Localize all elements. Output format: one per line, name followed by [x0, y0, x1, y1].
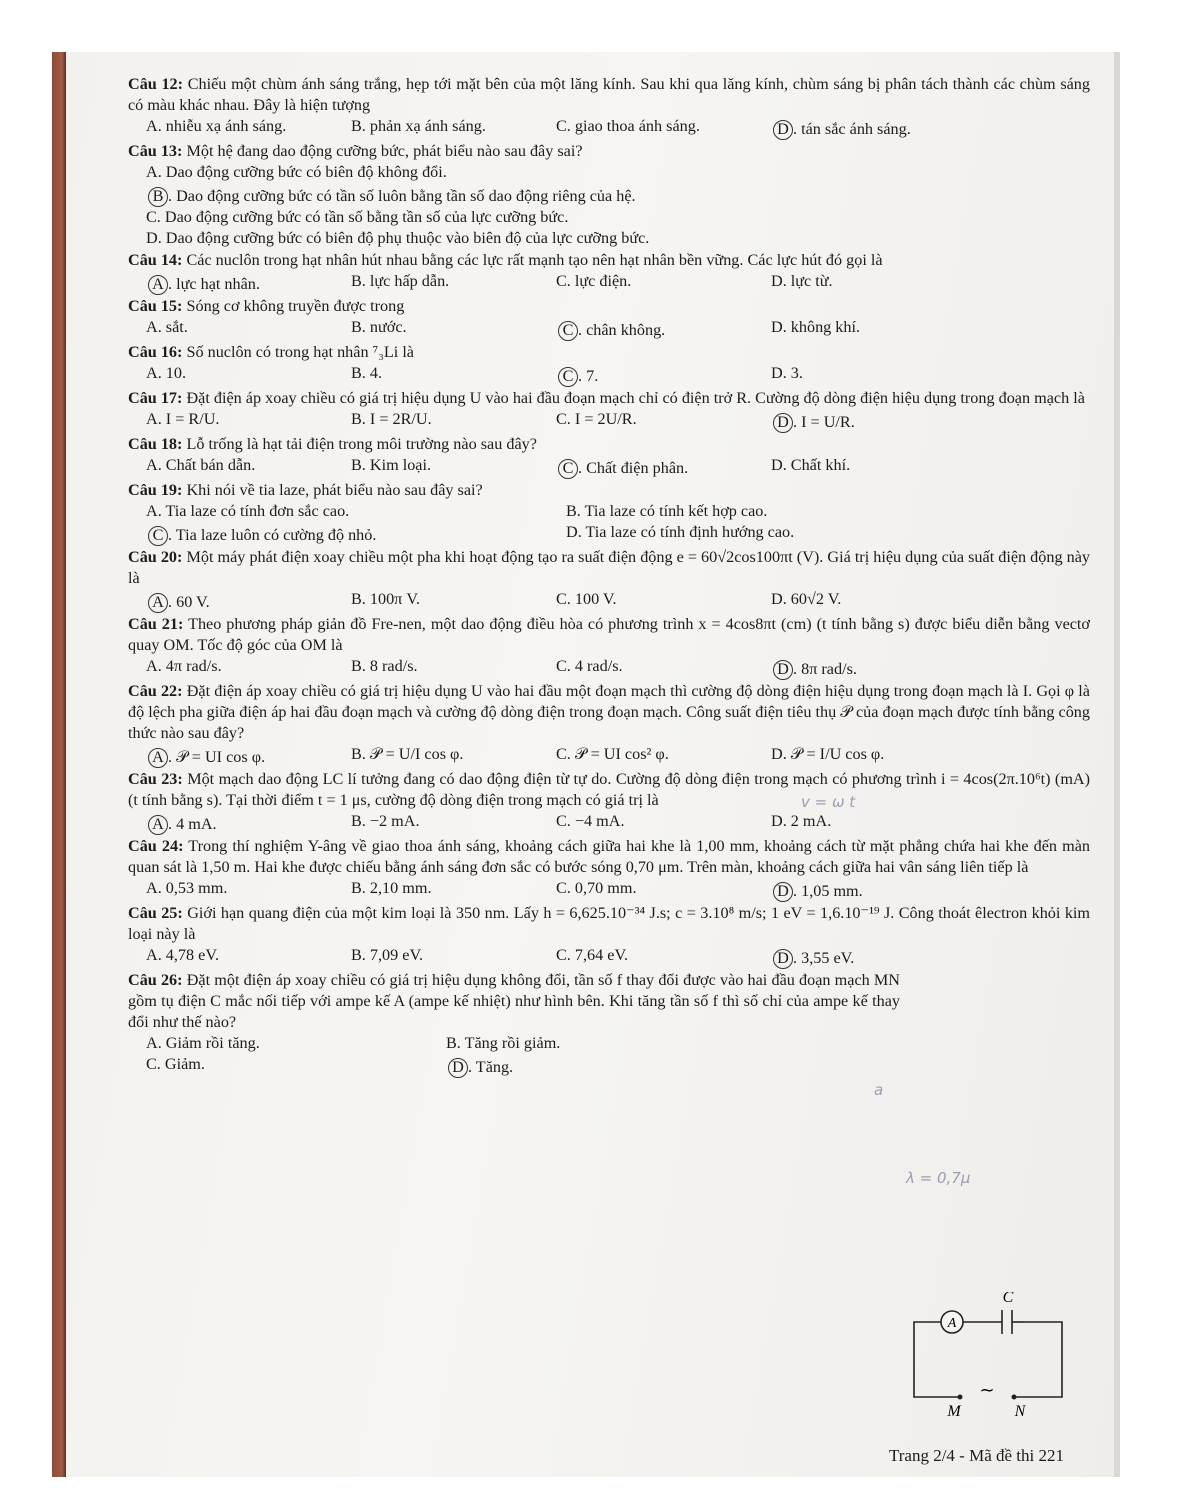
question-block	[128, 836, 1090, 902]
question-stem	[128, 74, 1090, 116]
answer-option-text: B. lực hấp dẫn.	[351, 272, 450, 290]
answer-options	[128, 455, 1090, 479]
answer-option-text: B. 8 rad/s.	[351, 657, 418, 675]
answer-option-text: C. 7,64 eV.	[556, 946, 629, 964]
exam-page	[66, 52, 1120, 1477]
page-edge	[1114, 52, 1120, 1477]
answer-option	[771, 317, 1090, 341]
answer-option-text: C. lực điện.	[556, 272, 632, 290]
question-text: Trong thí nghiệm Y-âng về giao thoa ánh sáng, khoảng cách giữa hai khe là 1,00 mm, khoảng cách từ mặt phẳng chứa hai khe đến màn quan sát là 1,50 m. Hai khe được chiếu bằng ánh sáng đơn sắc có bước sóng 0,70 μm. Trên màn, khoảng cách giữa hai vân sáng liên tiếp là	[128, 837, 1090, 876]
answer-option-text: A . 60 V.	[148, 593, 210, 611]
answer-option-text: D. 3.	[771, 364, 803, 382]
answer-option	[351, 116, 556, 140]
answer-option-text: B. 100π V.	[351, 590, 421, 608]
question-text: Một mạch dao động LC lí tưởng đang có dao động điện từ tự do. Cường độ dòng điện trong mạch có phương trình i = 4cos(2π.10⁶t) (mA) (t tính bằng s). Tại thời điểm t = 1 μs, cường độ dòng điện trong mạch có giá trị là	[128, 770, 1090, 809]
question-block	[128, 970, 1090, 1078]
answer-option-text: D. 2 mA.	[771, 812, 832, 830]
answer-option-text: C . chân không.	[558, 321, 665, 339]
answer-option	[556, 317, 771, 341]
capacitor-label: C	[1002, 1292, 1014, 1306]
question-block	[128, 614, 1090, 680]
question-stem	[128, 250, 1090, 271]
answer-option	[556, 271, 771, 295]
question-number: Câu 25:	[128, 904, 183, 922]
circled-letter: D	[773, 949, 793, 969]
answer-options	[128, 656, 1090, 680]
answer-option-text: A. sắt.	[146, 318, 188, 336]
question-stem	[128, 681, 1090, 744]
question-text: Theo phương pháp giản đồ Fre-nen, một dao động điều hòa có phương trình x = 4cos8πt (cm) (t tính bằng s) được biểu diễn bằng vectơ quay OM. Tốc độ góc của OM là	[128, 615, 1090, 654]
answer-option	[146, 455, 351, 479]
source-symbol: ~	[979, 1380, 995, 1401]
handwritten-note-2: λ = 0,7μ	[906, 1169, 971, 1187]
answer-option-text: C. 4 rad/s.	[556, 657, 623, 675]
circled-letter: C	[558, 459, 578, 479]
question-stem	[128, 480, 1090, 501]
answer-option-text: A . lực hạt nhân.	[148, 275, 260, 293]
answer-option	[351, 317, 556, 341]
question-block	[128, 903, 1090, 969]
question-number: Câu 14:	[128, 251, 183, 269]
answer-option	[556, 945, 771, 969]
answer-option	[351, 878, 556, 902]
question-stem	[128, 342, 1090, 363]
answer-options	[128, 317, 1090, 341]
answer-option-text: D. 𝒫 = I/U cos φ.	[771, 745, 885, 763]
question-stem	[128, 836, 1090, 878]
question-number: Câu 16:	[128, 343, 183, 361]
question-stem	[128, 769, 1090, 811]
handwritten-note-3: a	[874, 1081, 884, 1099]
answer-option-text: B. phản xạ ánh sáng.	[351, 117, 486, 135]
answer-options	[128, 363, 1090, 387]
question-text: Các nuclôn trong hạt nhân hút nhau bằng các lực rất mạnh tạo nên hạt nhân bền vững. Các lực hút đó gọi là	[186, 251, 883, 269]
answer-option	[556, 811, 771, 835]
answer-option-text: B. Kim loại.	[351, 456, 432, 474]
node-n-label: N	[1014, 1403, 1026, 1417]
answer-option-text: C . Chất điện phân.	[558, 459, 688, 477]
question-text: Lỗ trống là hạt tải điện trong môi trường nào sau đây?	[186, 435, 537, 453]
page-footer: Trang 2/4 - Mã đề thi 221	[888, 1446, 1064, 1465]
answer-option	[146, 1033, 446, 1054]
answer-option	[146, 271, 351, 295]
answer-options	[128, 501, 1090, 546]
answer-option	[771, 409, 1090, 433]
question-text: Một máy phát điện xoay chiều một pha khi hoạt động tạo ra suất điện động e = 60√2cos100πt (V). Giá trị hiệu dụng của suất điện động này là	[128, 548, 1090, 587]
answer-options	[128, 744, 1090, 768]
answer-option	[146, 522, 566, 546]
question-number: Câu 15:	[128, 297, 183, 315]
answer-option-text: A. 4,78 eV.	[146, 946, 219, 964]
question-block	[128, 74, 1090, 140]
answer-option-text: C. giao thoa ánh sáng.	[556, 117, 700, 135]
circled-letter: D	[773, 413, 793, 433]
answer-option	[771, 455, 1090, 479]
circuit-diagram	[902, 1292, 1072, 1417]
question-block	[128, 681, 1090, 768]
question-stem	[128, 970, 1090, 1033]
answer-option	[556, 656, 771, 680]
question-list	[128, 74, 1090, 1078]
question-block	[128, 250, 1090, 295]
circled-letter: C	[148, 526, 168, 546]
question-block	[128, 342, 1090, 387]
question-number: Câu 20:	[128, 548, 183, 566]
question-text: Một hệ đang dao động cưỡng bức, phát biểu nào sau đây sai?	[186, 142, 583, 160]
answer-option-text: C. 0,70 mm.	[556, 879, 637, 897]
answer-option-text: D . tán sắc ánh sáng.	[773, 120, 911, 138]
question-text: Đặt điện áp xoay chiều có giá trị hiệu dụng U vào hai đầu một đoạn mạch thì cường độ dòng điện hiệu dụng trong đoạn mạch là I. Gọi φ là độ lệch pha giữa điện áp hai đầu đoạn mạch và cường độ dòng điện trong đoạn mạch. Công suất điện tiêu thụ 𝒫 của đoạn mạch được tính bằng công thức nào sau đây?	[128, 682, 1090, 742]
answer-option-text: A. Chất bán dẫn.	[146, 456, 256, 474]
question-stem	[128, 388, 1090, 409]
question-number: Câu 18:	[128, 435, 183, 453]
answer-option-text: A. nhiễu xạ ánh sáng.	[146, 117, 287, 135]
photo-frame	[52, 52, 1120, 1477]
answer-option	[146, 1054, 446, 1078]
question-stem	[128, 903, 1090, 945]
answer-option-text: D . 8π rad/s.	[773, 660, 857, 678]
answer-option	[351, 945, 556, 969]
answer-option	[771, 589, 1090, 613]
question-number: Câu 13:	[128, 142, 183, 160]
answer-option-text: C. −4 mA.	[556, 812, 625, 830]
question-text: Giới hạn quang điện của một kim loại là 350 nm. Lấy h = 6,625.10⁻³⁴ J.s; c = 3.10⁸ m/s; 1 eV = 1,6.10⁻¹⁹ J. Công thoát êlectron khỏi kim loại này là	[128, 904, 1090, 943]
question-text: Sóng cơ không truyền được trong	[186, 297, 405, 315]
answer-option	[771, 116, 1090, 140]
handwritten-note-1: v = ω t	[801, 793, 856, 811]
question-block	[128, 296, 1090, 341]
question-stem	[128, 296, 1090, 317]
circled-letter: D	[773, 882, 793, 902]
question-number: Câu 17:	[128, 389, 183, 407]
answer-option	[446, 1033, 900, 1054]
answer-option	[556, 409, 771, 433]
answer-option-text: B. I = 2R/U.	[351, 410, 432, 428]
answer-option	[146, 228, 1090, 249]
answer-option	[446, 1054, 900, 1078]
question-text: Số nuclôn có trong hạt nhân ⁷₃Li là	[186, 343, 414, 361]
answer-option-text: D . 1,05 mm.	[773, 882, 863, 900]
answer-option	[556, 589, 771, 613]
answer-option-text: C. Dao động cưỡng bức có tần số bằng tần số của lực cưỡng bức.	[146, 208, 569, 226]
answer-option	[351, 409, 556, 433]
answer-option	[351, 656, 556, 680]
answer-option	[771, 363, 1090, 387]
question-block	[128, 769, 1090, 835]
answer-option-text: D. 60√2 V.	[771, 590, 842, 608]
question-number: Câu 12:	[128, 75, 184, 93]
answer-option-text: A. Giảm rồi tăng.	[146, 1034, 260, 1052]
question-stem	[128, 547, 1090, 589]
answer-option-text: B . Dao động cưỡng bức có tần số luôn bằng tần số dao động riêng của hệ.	[148, 187, 636, 205]
question-text: Đặt một điện áp xoay chiều có giá trị hiệu dụng không đổi, tần số f thay đổi được vào hai đầu đoạn mạch MN gồm tụ điện C mắc nối tiếp với ampe kế A (ampe kế nhiệt) như hình bên. Khi tăng tần số f thì số chỉ của ampe kế thay đổi như thế nào?	[128, 971, 900, 1031]
answer-option-text: C . Tia laze luôn có cường độ nhỏ.	[148, 526, 376, 544]
question-block	[128, 388, 1090, 433]
answer-option	[351, 811, 556, 835]
answer-option-text: A . 4 mA.	[148, 815, 217, 833]
answer-options	[128, 271, 1090, 295]
answer-option-text: D . 3,55 eV.	[773, 949, 854, 967]
answer-option	[351, 589, 556, 613]
answer-option-text: D. Tia laze có tính định hướng cao.	[566, 523, 795, 541]
answer-option	[146, 116, 351, 140]
ammeter-label: A	[947, 1316, 957, 1331]
answer-option	[771, 878, 1090, 902]
answer-option	[771, 656, 1090, 680]
answer-option-text: A. I = R/U.	[146, 410, 220, 428]
answer-option	[146, 744, 351, 768]
answer-option-text: A. 4π rad/s.	[146, 657, 222, 675]
answer-option	[146, 207, 1090, 228]
answer-option-text: D . Tăng.	[448, 1058, 513, 1076]
answer-option	[771, 811, 1090, 835]
answer-option-text: A . 𝒫 = UI cos φ.	[148, 748, 265, 766]
circled-letter: D	[773, 660, 793, 680]
answer-option-text: B. 𝒫 = U/I cos φ.	[351, 745, 464, 763]
answer-option	[146, 589, 351, 613]
answer-option	[146, 409, 351, 433]
answer-options	[128, 878, 1090, 902]
answer-option	[771, 945, 1090, 969]
question-block	[128, 480, 1090, 546]
question-text: Chiếu một chùm ánh sáng trắng, hẹp tới mặt bên của một lăng kính. Sau khi qua lăng kính, chùm sáng bị phân tách thành các chùm sáng có màu khác nhau. Đây là hiện tượng	[128, 75, 1090, 114]
question-block	[128, 434, 1090, 479]
answer-options	[128, 811, 1090, 835]
answer-option	[556, 363, 771, 387]
answer-option	[566, 522, 1090, 546]
answer-option	[556, 878, 771, 902]
answer-option	[146, 317, 351, 341]
answer-options	[128, 116, 1090, 140]
answer-option	[146, 656, 351, 680]
circled-letter: D	[448, 1058, 468, 1078]
question-number: Câu 21:	[128, 615, 184, 633]
answer-option	[146, 363, 351, 387]
question-number: Câu 26:	[128, 971, 183, 989]
answer-option-text: D. lực từ.	[771, 272, 833, 290]
question-number: Câu 23:	[128, 770, 183, 788]
question-block	[128, 547, 1090, 613]
question-stem	[128, 434, 1090, 455]
answer-option	[556, 455, 771, 479]
question-text: Đặt điện áp xoay chiều có giá trị hiệu dụng U vào hai đầu đoạn mạch chỉ có điện trở R. Cường độ dòng điện hiệu dụng trong đoạn mạch là	[186, 389, 1085, 407]
circled-letter: C	[558, 367, 578, 387]
answer-option-text: B. Tăng rồi giảm.	[446, 1034, 561, 1052]
answer-option-text: C . 7.	[558, 367, 598, 385]
answer-option-text: A. 0,53 mm.	[146, 879, 228, 897]
question-stem	[128, 614, 1090, 656]
answer-option	[351, 455, 556, 479]
answer-option	[771, 271, 1090, 295]
answer-option-text: C. 100 V.	[556, 590, 617, 608]
answer-option	[146, 878, 351, 902]
answer-option-text: D. Dao động cưỡng bức có biên độ phụ thuộc vào biên độ của lực cưỡng bức.	[146, 229, 650, 247]
answer-option-text: C. Giảm.	[146, 1055, 205, 1073]
question-block	[128, 141, 1090, 249]
answer-option-text: B. 2,10 mm.	[351, 879, 432, 897]
question-text: Khi nói về tia laze, phát biểu nào sau đây sai?	[186, 481, 483, 499]
answer-option	[556, 116, 771, 140]
circled-letter: A	[148, 815, 168, 835]
answer-option	[566, 501, 1090, 522]
question-number: Câu 19:	[128, 481, 183, 499]
circled-letter: A	[148, 275, 168, 295]
circled-letter: D	[773, 120, 793, 140]
answer-option-text: C. I = 2U/R.	[556, 410, 637, 428]
answer-options	[128, 1033, 1090, 1078]
circled-letter: B	[148, 187, 168, 207]
answer-option-text: D. Chất khí.	[771, 456, 851, 474]
circled-letter: A	[148, 593, 168, 613]
question-number: Câu 22:	[128, 682, 183, 700]
answer-options	[128, 162, 1090, 249]
question-stem	[128, 141, 1090, 162]
circled-letter: A	[148, 748, 168, 768]
answer-option	[771, 744, 1090, 768]
question-number: Câu 24:	[128, 837, 184, 855]
answer-option	[146, 811, 351, 835]
answer-option-text: B. nước.	[351, 318, 407, 336]
answer-option	[351, 271, 556, 295]
answer-option-text: B. Tia laze có tính kết hợp cao.	[566, 502, 768, 520]
answer-option	[351, 363, 556, 387]
answer-option	[556, 744, 771, 768]
answer-option	[351, 744, 556, 768]
answer-option-text: B. 4.	[351, 364, 383, 382]
circled-letter: C	[558, 321, 578, 341]
answer-option	[146, 162, 1090, 183]
answer-option-text: A. Dao động cưỡng bức có biên độ không đổi.	[146, 163, 447, 181]
answer-option	[146, 183, 1090, 207]
answer-option-text: B. −2 mA.	[351, 812, 420, 830]
answer-option	[146, 501, 566, 522]
answer-option-text: A. 10.	[146, 364, 187, 382]
answer-option-text: D . I = U/R.	[773, 413, 855, 431]
node-n-dot	[1012, 1395, 1017, 1400]
answer-option	[146, 945, 351, 969]
answer-options	[128, 945, 1090, 969]
answer-option-text: C. 𝒫 = UI cos² φ.	[556, 745, 669, 763]
answer-options	[128, 589, 1090, 613]
answer-options	[128, 409, 1090, 433]
answer-option-text: B. 7,09 eV.	[351, 946, 424, 964]
answer-option-text: D. không khí.	[771, 318, 861, 336]
node-m-dot	[958, 1395, 963, 1400]
node-m-label: M	[947, 1403, 961, 1417]
answer-option-text: A. Tia laze có tính đơn sắc cao.	[146, 502, 350, 520]
